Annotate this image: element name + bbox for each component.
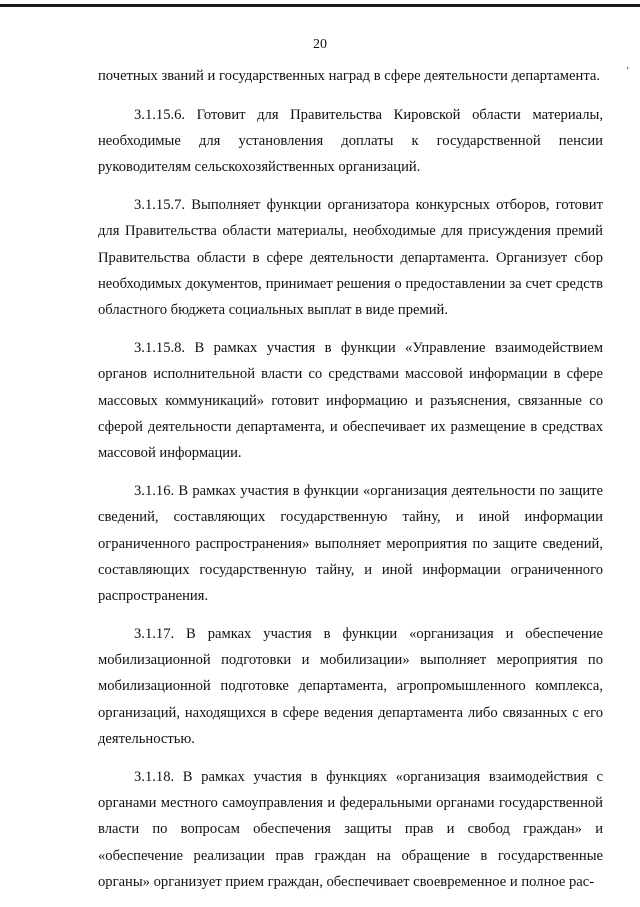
paragraph-3-1-15-8: 3.1.15.8. В рамках участия в функции «Управление взаимодействием органов исполнительной власти со средствами массовой информации в сфере массовых коммуникаций» готовит информацию и разъяснения, связанные со сферой деятельности департамента, и обеспечивает их размещение в средствах массовой информации. [98,340,603,461]
page-number: 20 [313,37,327,52]
paragraph-3-1-18: 3.1.18. В рамках участия в функциях «организация взаимодействия с органами местного самоуправления и федеральными органами государственной власти по вопросам обеспечения защиты прав и свобод граждан» и «обеспечение реализации прав граждан на обращение в государственные органы» организует прием граждан, обеспечивает своевременное и полное рас- [98,769,603,890]
paragraph-3-1-15-7: 3.1.15.7. Выполняет функции организатора конкурсных отборов, готовит для Правительства области материалы, необходимые для присуждения премий Правительства области в сфере деятельности департамента. Организует сбор необходимых документов, принимает решения о предоставлении за счет средств областного бюджета социальных выплат в виде премий. [98,197,603,318]
paragraph-3-1-15-6: 3.1.15.6. Готовит для Правительства Кировской области материалы, необходимые для установления доплаты к государственной пенсии руководителям сельскохозяйственных организаций. [98,106,603,175]
scan-mark: ʼ [626,66,630,77]
paragraph-3-1-16: 3.1.16. В рамках участия в функции «организация деятельности по защите сведений, составляющих государственную тайну, и иной информации ограниченного распространения» выполняет мероприятия по защите сведений, составляющих государственную тайну, и иной информации ограниченного распространения. [98,483,603,604]
paragraph-3-1-17: 3.1.17. В рамках участия в функции «организация и обеспечение мобилизационной подготовки и мобилизации» выполняет мероприятия по мобилизационной подготовке департамента, агропромышленного комплекса, организаций, находящихся в сфере ведения департамента либо связанных с его деятельностью. [98,626,603,747]
document-body [98,63,603,907]
paragraph-continuation: почетных званий и государственных наград в сфере деятельности департамента. [98,68,601,84]
top-border-rule [0,4,640,7]
